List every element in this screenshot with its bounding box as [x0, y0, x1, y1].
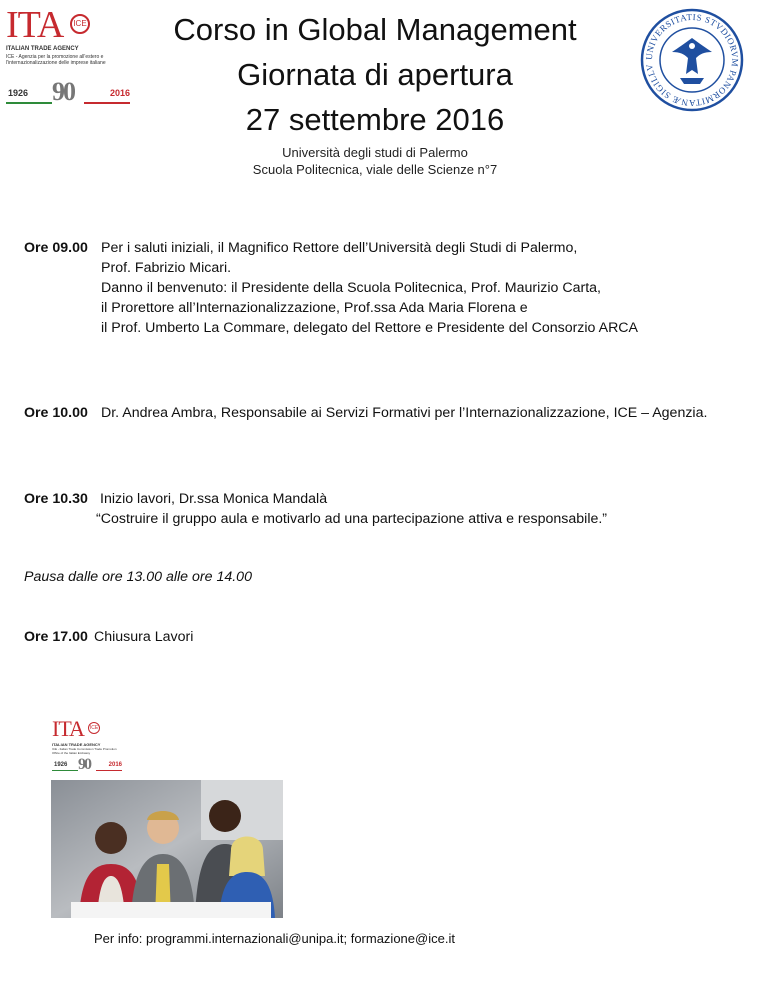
page-title: Corso in Global Management: [173, 12, 577, 47]
university-seal-logo: [640, 8, 744, 112]
anniversary-number: 90: [78, 756, 90, 773]
agenda-time: Ore 10.30: [24, 491, 88, 507]
agenda-text-line: il Prorettore all’Internazionalizzazione, Prof.ssa Ada Maria Florena e: [101, 300, 528, 316]
agenda-text-line: Danno il benvenuto: il Presidente della Scuola Politecnica, Prof. Maurizio Carta,: [101, 280, 601, 296]
event-date: 27 settembre 2016: [245, 102, 505, 137]
anniversary-year-start: 1926: [54, 762, 68, 768]
venue-address: Scuola Politecnica, viale delle Scienze n°7: [252, 162, 498, 177]
anniversary-year-end: 2016: [109, 88, 130, 98]
anniversary-line-right: [84, 102, 130, 104]
anniversary-number: 90: [52, 77, 74, 106]
agenda-text-line: il Prof. Umberto La Commare, delegato del Rettore e Presidente del Consorzio ARCA: [101, 320, 639, 336]
agenda-time: Ore 09.00: [24, 240, 88, 256]
ita-logo-description: ICE - Italian Trade Commission Trade Promotion Office of the Italian Embassy: [52, 747, 117, 755]
ita-logo-agency: ITALIAN TRADE AGENCY: [52, 742, 101, 747]
agenda-time: Ore 17.00: [24, 629, 88, 645]
agenda-pause: Pausa dalle ore 13.00 alle ore 14.00: [24, 569, 252, 585]
people-photo-icon: [51, 780, 283, 918]
ita-logo-description: ICE - Agenzia per la promozione all'estero e l'internazionalizzazione delle imprese italiane: [6, 54, 106, 66]
ita-logo-agency: ITALIAN TRADE AGENCY: [6, 46, 79, 52]
seal-icon: [640, 8, 744, 112]
agenda-text-line: Inizio lavori, Dr.ssa Monica Mandalà: [100, 491, 328, 507]
agenda-text-line: Chiusura Lavori: [94, 629, 194, 645]
agenda-text-line: Prof. Fabrizio Micari.: [101, 260, 232, 276]
agenda-time: Ore 10.00: [24, 405, 88, 421]
agenda-text-line: “Costruire il gruppo aula e motivarlo ad una partecipazione attiva e responsabile.”: [96, 511, 608, 527]
ita-logo-anniversary: [52, 756, 122, 774]
ita-logo-word: ITA: [6, 4, 64, 46]
ita-logo: [6, 6, 134, 106]
group-photo: [51, 780, 283, 918]
seal-text: UNIVERSITATIS STVDIORVM PANORMITANÆ SIGILLV: [643, 11, 741, 109]
anniversary-line-left: [52, 770, 78, 771]
ice-mark-icon: ICE: [88, 722, 100, 734]
venue-university: Università degli studi di Palermo: [282, 145, 468, 160]
anniversary-year-start: 1926: [8, 88, 29, 98]
anniversary-line-left: [6, 102, 52, 104]
agenda-text-line: Dr. Andrea Ambra, Responsabile ai Servizi Formativi per l’Internazionalizzazione, ICE – Agenzia.: [101, 405, 708, 421]
event-subtitle: Giornata di apertura: [237, 57, 513, 92]
ice-mark-icon: ICE: [70, 14, 90, 34]
anniversary-year-end: 2016: [108, 762, 122, 768]
anniversary-line-right: [96, 770, 122, 771]
agenda-text-line: Per i saluti iniziali, il Magnifico Rettore dell’Università degli Studi di Palermo,: [101, 240, 578, 256]
ita-logo-small: [52, 718, 124, 776]
ita-logo-anniversary: [6, 78, 130, 106]
ita-logo-word: ITA: [52, 716, 84, 741]
contact-info: Per info: programmi.internazionali@unipa.it; formazione@ice.it: [94, 931, 455, 946]
